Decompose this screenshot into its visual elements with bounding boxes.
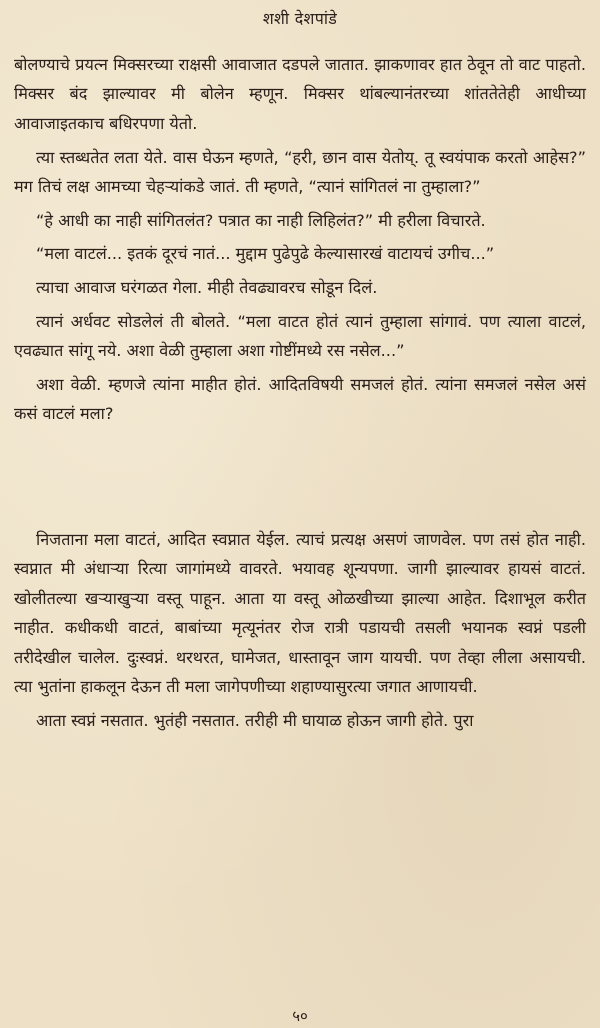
paragraph: त्यानं अर्धवट सोडलेलं ती बोलते. “मला वाटत होतं त्यानं तुम्हाला सांगावं. पण त्याला वाटलं, एवढ्यात सांगू नये. अशा वेळी तुम्हाला अशा गोष्टींमध्ये रस नसेल...” <box>14 311 586 361</box>
paragraph: “मला वाटलं... इतकं दूरचं नातं... मुद्दाम पुढेपुढे केल्यासारखं वाटायचं उगीच...” <box>36 244 495 264</box>
paragraph: त्याचा आवाज घरंगळत गेला. मीही तेवढ्यावरच सोडून दिलं. <box>36 278 378 298</box>
page-number: ५० <box>292 1007 308 1025</box>
paragraph: बोलण्याचे प्रयत्न मिक्सरच्या राक्षसी आवाजात दडपले जातात. झाकणावर हात ठेवून तो वाट पाहतो. मिक्सर बंद झाल्यावर मी बोलेन म्हणून. मिक्सर थांबल्यानंतरच्या शांततेतेही आधीच्या आवाजाइतकाच बधिरपणा येतो. <box>14 55 586 133</box>
body-text <box>14 50 586 735</box>
paragraph: आता स्वप्नं नसतात. भुतंही नसतात. तरीही मी घायाळ होऊन जागी होते. पुरा <box>36 710 474 730</box>
paragraph: “हे आधी का नाही सांगितलंत? पत्रात का नाही लिहिलंत?” मी हरीला विचारते. <box>36 210 486 230</box>
paragraph: त्या स्तब्धतेत लता येते. वास घेऊन म्हणते, “हरी, छान वास येतोय्. तू स्वयंपाक करतो आहेस?” मग तिचं लक्ष आमच्या चेहऱ्यांकडे जातं. ती म्हणते, “त्यानं सांगितलं ना तुम्हाला?” <box>14 147 586 196</box>
paragraph: निजताना मला वाटतं, आदित स्वप्नात येईल. त्याचं प्रत्यक्ष असणं जाणवेल. पण तसं होत नाही. स्वप्नात मी अंधाऱ्या रित्या जागांमध्ये वावरते. भयावह शून्यपणा. जागी झाल्यावर हायसं वाटतं. खोलीतल्या खऱ्याखुऱ्या वस्तू पाहून. आता या वस्तू ओळखीच्या झाल्या आहेत. दिशाभूल करीत नाहीत. कधीकधी वाटतं, बाबांच्या मृत्यूनंतर रोज रात्री पडायची तसली भयानक स्वप्नं पडली तरीदेखील चालेल. दुःस्वप्नं. थरथरत, घामेजत, धास्तावून जाग यायची. पण तेव्हा लीला असायची. त्या भुतांना हाकलून देऊन ती मला जागेपणीच्या शहाण्यासुरत्या जगात आणायची. <box>14 529 586 696</box>
running-head-author: शशी देशपांडे <box>262 9 338 28</box>
section-break <box>14 433 586 525</box>
paragraph: अशा वेळी. म्हणजे त्यांना माहीत होतं. आदितविषयी समजलं होतं. त्यांना समजलं नसेल असं कसं वाटलं मला? <box>14 374 586 424</box>
